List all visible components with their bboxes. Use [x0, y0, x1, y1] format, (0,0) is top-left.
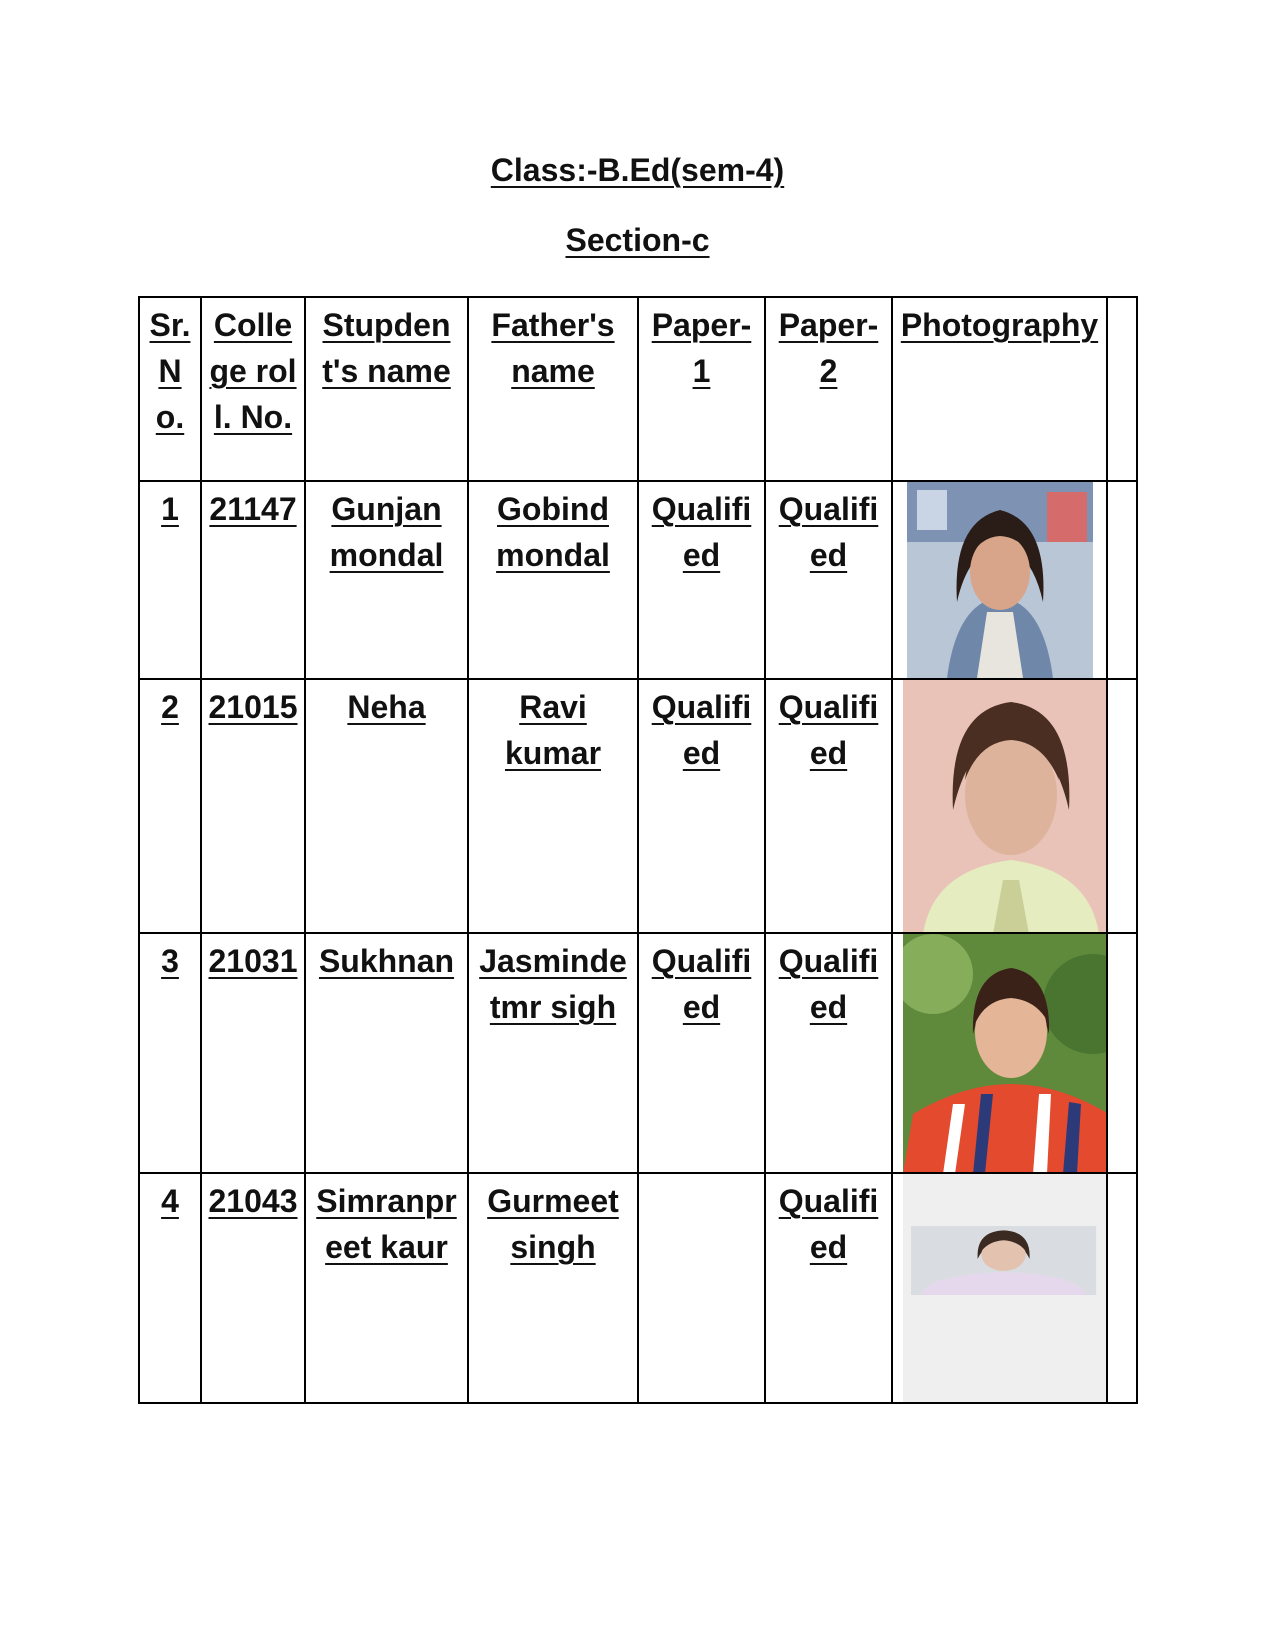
header-row [139, 297, 1137, 481]
paper-1-cell: Qualified [638, 481, 765, 679]
photo-cell [892, 481, 1107, 679]
photo-cell [892, 1173, 1107, 1403]
paper-2-cell: Qualified [765, 679, 892, 933]
sr-no-cell: 1 [139, 481, 201, 679]
paper-2-cell: Qualified [765, 481, 892, 679]
row-spacer [1107, 933, 1137, 1173]
row-spacer [1107, 481, 1137, 679]
table-row [139, 679, 1137, 933]
table-row [139, 933, 1137, 1173]
father-name-cell: Jasmindetmr sigh [468, 933, 638, 1173]
student-name-cell: Sukhnan [305, 933, 468, 1173]
photo-cell [892, 679, 1107, 933]
roll-no-cell: 21015 [201, 679, 305, 933]
student-photo-icon [907, 482, 1093, 678]
paper-2-cell: Qualified [765, 1173, 892, 1403]
student-photo-icon [903, 934, 1107, 1173]
student-name-cell: Gunjan mondal [305, 481, 468, 679]
header-student-name: Stupdent's name [305, 297, 468, 481]
roll-no-cell: 21031 [201, 933, 305, 1173]
photo-cell [892, 933, 1107, 1173]
sr-no-cell: 3 [139, 933, 201, 1173]
page-title: Class:-B.Ed(sem-4) [490, 152, 785, 188]
paper-1-cell [638, 1173, 765, 1403]
roll-no-cell: 21043 [201, 1173, 305, 1403]
paper-1-cell: Qualified [638, 679, 765, 933]
header-paper-1: Paper-1 [638, 297, 765, 481]
sr-no-cell: 4 [139, 1173, 201, 1403]
sr-no-cell: 2 [139, 679, 201, 933]
father-name-cell: Gobind mondal [468, 481, 638, 679]
header-spacer [1107, 297, 1137, 481]
row-spacer [1107, 679, 1137, 933]
paper-2-cell: Qualified [765, 933, 892, 1173]
header-photo: Photography [892, 297, 1107, 481]
header-father-name: Father's name [468, 297, 638, 481]
results-table [138, 296, 1138, 1404]
header-paper-2: Paper-2 [765, 297, 892, 481]
roll-no-cell: 21147 [201, 481, 305, 679]
student-photo-icon [903, 680, 1107, 933]
father-name-cell: Gurmeet singh [468, 1173, 638, 1403]
table-row [139, 1173, 1137, 1403]
section-title: Section-c [565, 222, 710, 258]
student-photo-icon [903, 1174, 1107, 1403]
header-sr-no: Sr. No. [139, 297, 201, 481]
student-name-cell: Neha [305, 679, 468, 933]
paper-1-cell: Qualified [638, 933, 765, 1173]
row-spacer [1107, 1173, 1137, 1403]
header-roll-no: College roll. No. [201, 297, 305, 481]
table-row [139, 481, 1137, 679]
father-name-cell: Ravi kumar [468, 679, 638, 933]
student-name-cell: Simranpreet kaur [305, 1173, 468, 1403]
